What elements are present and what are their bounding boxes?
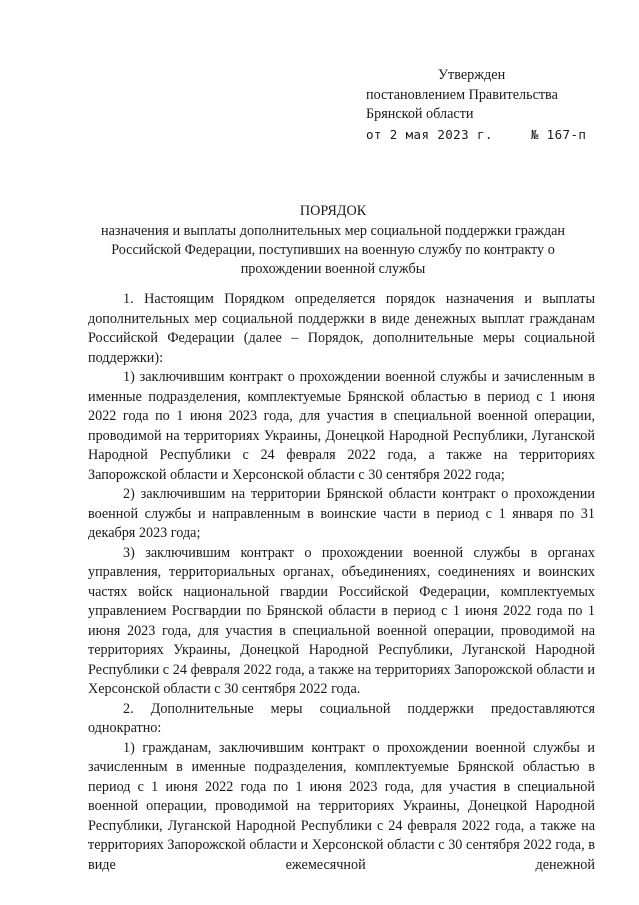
- paragraph-1-1: 1) заключившим контракт о прохождении военной службы и зачисленным в именные подразделения, комплектуемые Брянской областью в период с 1 июня 2022 года по 1 июня 2023 года, для участия в специальной военной операции, проводимой на территориях Украины, Донецкой Народной Республики, Луганской Народной Республики с 24 февраля 2022 года, а также на территориях Запорожской области и Херсонской области с 30 сентября 2022 года;: [88, 369, 595, 483]
- approval-number: № 167-п: [530, 126, 587, 142]
- approval-line-resolution: постановлением Правительства: [366, 86, 558, 103]
- document-body: [88, 290, 595, 875]
- approval-dateline: [366, 125, 628, 145]
- document-title: ПОРЯДОК: [299, 203, 367, 219]
- paragraph-2: 2. Дополнительные меры социальной поддержки предоставляются однократно:: [88, 700, 595, 736]
- paragraph-1-3: 3) заключившим контракт о прохождении военной службы в органах управления, территориальных органах, объединениях, соединениях и воинских частях войск национальной гвардии Российской Федерации, комплектуемых управлением Росгвардии по Брянской области в период с 1 июня 2022 года по 1 июня 2023 года, для участия в специальной военной операции, проводимой на территориях Украины, Донецкой Народной Республики, Луганской Народной Республики с 24 февраля 2022 года, а также на территориях Запорожской области и Херсонской области с 30 сентября 2022 года.: [88, 544, 595, 697]
- approval-block: [366, 66, 628, 144]
- paragraph-1: 1. Настоящим Порядком определяется порядок назначения и выплаты дополнительных мер социальной поддержки в виде денежных выплат гражданам Российской Федерации (далее – Порядок, дополнительные меры социальной поддержки):: [88, 291, 595, 366]
- approval-date: от 2 мая 2023 г.: [366, 126, 493, 142]
- approval-line-approved: Утвержден: [438, 67, 506, 83]
- paragraph-1-2: 2) заключившим на территории Брянской области контракт о прохождении военной службы и направленным в воинские части в период с 1 января по 31 декабря 2023 года;: [88, 486, 595, 541]
- document-subtitle: назначения и выплаты дополнительных мер социальной поддержки граждан Российской Федерации, поступивших на военную службу по контракту о прохождении военной службы: [101, 223, 565, 277]
- approval-line-region: Брянской области: [366, 106, 474, 122]
- title-block: [70, 202, 596, 279]
- paragraph-2-1: 1) гражданам, заключившим контракт о прохождении военной службы и зачисленным в именные подразделения, комплектуемые Брянской областью в период с 1 июня 2022 года по 1 июня 2023 года, для участия в специальной военной операции, проводимой на территориях Украины, Донецкой Народной Республики, Луганской Народной Республики с 24 февраля 2022 года, а также на территориях Запорожской области и Херсонской области с 30 сентября 2022 года, в виде ежемесячной денежной: [88, 739, 595, 873]
